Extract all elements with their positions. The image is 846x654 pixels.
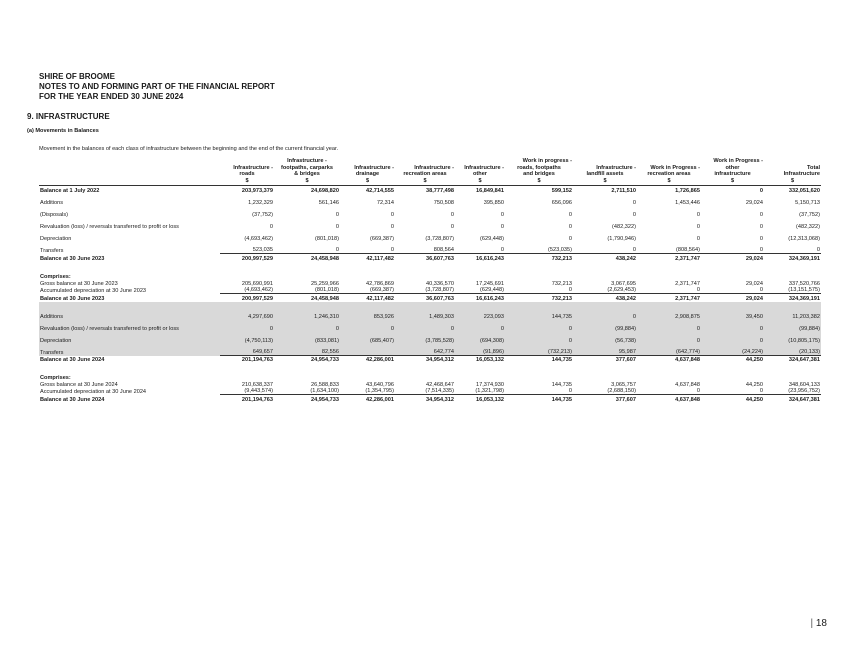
table-row bbox=[39, 344, 821, 356]
cell-value: 42,786,869 bbox=[366, 280, 394, 287]
row-label: Accumulated depreciation at 30 June 2024 bbox=[40, 388, 147, 395]
table-row bbox=[39, 254, 821, 262]
cell-value: (20,133) bbox=[764, 344, 821, 356]
cell-value: 395,850 bbox=[483, 199, 504, 206]
cell-value: 4,637,848 bbox=[675, 381, 700, 388]
cell-value: 38,777,498 bbox=[426, 187, 454, 194]
row-label: Transfers bbox=[39, 344, 220, 356]
cell-value: 0 bbox=[340, 320, 395, 332]
unit-label: $ bbox=[637, 178, 701, 186]
cell-value: (13,151,575) bbox=[764, 287, 821, 294]
cell-value: 0 bbox=[568, 235, 572, 242]
column-header-row-1 bbox=[39, 158, 821, 165]
table-row bbox=[39, 218, 821, 230]
cell-value: 0 bbox=[696, 211, 700, 218]
cell-value: 82,556 bbox=[274, 344, 340, 356]
cell-value: 24,954,733 bbox=[311, 356, 339, 363]
cell-value: 36,607,763 bbox=[426, 255, 454, 262]
cell-value: (629,448) bbox=[480, 235, 504, 242]
row-label: Accumulated depreciation at 30 June 2023 bbox=[40, 287, 147, 294]
col-header: & bridges bbox=[294, 171, 320, 178]
cell-value: (99,884) bbox=[764, 320, 821, 332]
row-label: Revaluation (loss) / reversals transferred to profit or loss bbox=[40, 223, 179, 230]
cell-value: 42,117,482 bbox=[366, 295, 394, 302]
col-header: Work in progress - bbox=[522, 158, 572, 164]
cell-value bbox=[573, 262, 637, 280]
cell-value: 0 bbox=[637, 287, 701, 294]
cell-value bbox=[505, 363, 573, 381]
row-label: Balance at 30 June 2023 bbox=[40, 255, 105, 262]
row-label: Balance at 30 June 2023 bbox=[40, 295, 105, 302]
col-header bbox=[764, 158, 821, 165]
cell-value: (9,443,574) bbox=[220, 388, 274, 395]
cell-value: (1,790,946) bbox=[607, 235, 636, 242]
col-header: Work in Progress - bbox=[713, 158, 763, 164]
unit-label: $ bbox=[395, 178, 455, 186]
subsection-title: (a) Movements in Balances bbox=[27, 128, 99, 134]
cell-value: (801,018) bbox=[315, 235, 339, 242]
col-header: roads, footpaths bbox=[517, 164, 561, 171]
cell-value: (694,308) bbox=[455, 332, 505, 344]
cell-value: (808,564) bbox=[637, 242, 701, 254]
cell-value: 377,607 bbox=[615, 396, 636, 403]
cell-value: 44,250 bbox=[745, 356, 763, 363]
cell-value: 438,242 bbox=[615, 295, 636, 302]
cell-value: 0 bbox=[568, 223, 572, 230]
row-label: Transfers bbox=[40, 247, 64, 254]
cell-value: (523,035) bbox=[505, 242, 573, 254]
cell-value: 16,053,132 bbox=[476, 396, 504, 403]
cell-value: 0 bbox=[390, 223, 394, 230]
col-header: Work in Progress - bbox=[650, 164, 700, 171]
col-header bbox=[573, 158, 637, 165]
cell-value: 1,489,303 bbox=[395, 302, 455, 320]
table-row bbox=[39, 302, 821, 320]
cell-value: 2,371,747 bbox=[675, 255, 700, 262]
table-row bbox=[39, 388, 821, 395]
cell-value: 4,637,848 bbox=[675, 396, 700, 403]
row-label: Additions bbox=[40, 199, 64, 206]
cell-value: 0 bbox=[500, 211, 504, 218]
column-header-row-3 bbox=[39, 171, 821, 178]
cell-value: 17,245,691 bbox=[476, 280, 504, 287]
unit-label: $ bbox=[274, 178, 340, 186]
cell-value: 0 bbox=[759, 223, 763, 230]
unit-label: $ bbox=[220, 178, 274, 186]
cell-value: 0 bbox=[764, 242, 821, 254]
cell-value: 377,607 bbox=[615, 356, 636, 363]
cell-value: 0 bbox=[505, 320, 573, 332]
unit-label: $ bbox=[701, 178, 764, 186]
cell-value: 26,588,833 bbox=[311, 381, 339, 388]
cell-value bbox=[455, 363, 505, 381]
col-header: Infrastructure - bbox=[596, 164, 636, 171]
cell-value: 0 bbox=[220, 320, 274, 332]
cell-value: 16,616,243 bbox=[476, 255, 504, 262]
col-header: Infrastructure - bbox=[233, 164, 273, 171]
cell-value: 4,637,848 bbox=[675, 356, 700, 363]
cell-value: (2,688,150) bbox=[573, 388, 637, 395]
cell-value: 0 bbox=[340, 242, 395, 254]
col-header: Infrastructure - bbox=[287, 158, 327, 164]
table-row bbox=[39, 332, 821, 344]
row-label: Additions bbox=[39, 302, 220, 320]
table-row bbox=[39, 356, 821, 363]
cell-value: 2,711,510 bbox=[611, 187, 636, 194]
cell-value: (482,322) bbox=[796, 223, 820, 230]
cell-value: 0 bbox=[335, 223, 339, 230]
cell-value: 1,453,446 bbox=[675, 199, 700, 206]
report-header-title: NOTES TO AND FORMING PART OF THE FINANCIAL REPORT bbox=[39, 82, 275, 91]
cell-value: 24,698,820 bbox=[311, 187, 339, 194]
cell-value: 0 bbox=[759, 235, 763, 242]
col-header: and bridges bbox=[523, 171, 555, 178]
col-header: Total bbox=[807, 164, 820, 171]
cell-value: 42,117,482 bbox=[366, 255, 394, 262]
cell-value: (3,728,807) bbox=[425, 235, 454, 242]
cell-value: (37,752) bbox=[252, 211, 273, 218]
col-header bbox=[455, 158, 505, 165]
cell-value: (4,750,113) bbox=[220, 332, 274, 344]
cell-value: 205,690,991 bbox=[241, 280, 273, 287]
cell-value: (99,884) bbox=[573, 320, 637, 332]
cell-value: 2,371,747 bbox=[675, 295, 700, 302]
cell-value: 201,194,763 bbox=[241, 356, 273, 363]
cell-value: (3,728,807) bbox=[395, 287, 455, 294]
cell-value: (629,448) bbox=[455, 287, 505, 294]
cell-value: 0 bbox=[637, 388, 701, 395]
cell-value: 144,735 bbox=[551, 396, 572, 403]
cell-value: 0 bbox=[701, 332, 764, 344]
cell-value: 0 bbox=[274, 242, 340, 254]
unit-label: $ bbox=[764, 178, 821, 186]
row-label: Comprises: bbox=[40, 273, 71, 280]
unit-label: $ bbox=[505, 178, 573, 186]
cell-value: 44,250 bbox=[745, 381, 763, 388]
cell-value: 29,024 bbox=[745, 199, 763, 206]
cell-value: 1,726,865 bbox=[675, 187, 700, 194]
col-header bbox=[395, 158, 455, 165]
col-header: infrastructure bbox=[714, 171, 751, 178]
row-label: Balance at 30 June 2024 bbox=[40, 396, 105, 403]
col-header: Infrastructure bbox=[783, 171, 820, 178]
cell-value: 210,638,337 bbox=[241, 381, 273, 388]
cell-value: (1,634,100) bbox=[274, 388, 340, 395]
cell-value: (56,738) bbox=[573, 332, 637, 344]
cell-value: 2,371,747 bbox=[675, 280, 700, 287]
row-label: Revaluation (loss) / reversals transferred to profit or loss bbox=[39, 320, 220, 332]
column-header-row-2 bbox=[39, 165, 821, 172]
row-label: Depreciation bbox=[40, 235, 72, 242]
table-row bbox=[39, 206, 821, 218]
row-label: (Disposals) bbox=[40, 211, 68, 218]
units-row bbox=[39, 178, 821, 186]
cell-value: 324,647,381 bbox=[788, 396, 820, 403]
col-header bbox=[220, 158, 274, 165]
report-header-period: FOR THE YEAR ENDED 30 JUNE 2024 bbox=[39, 92, 184, 101]
cell-value bbox=[274, 363, 340, 381]
cell-value: (23,956,752) bbox=[764, 388, 821, 395]
col-header: landfill assets bbox=[586, 171, 624, 178]
cell-value: (732,213) bbox=[505, 344, 573, 356]
cell-value: 3,067,695 bbox=[611, 280, 636, 287]
table-row bbox=[39, 294, 821, 302]
cell-value: 42,286,001 bbox=[366, 356, 394, 363]
table-row bbox=[39, 230, 821, 242]
cell-value: (669,387) bbox=[340, 287, 395, 294]
cell-value: 0 bbox=[701, 320, 764, 332]
cell-value: 42,286,001 bbox=[366, 396, 394, 403]
cell-value: 42,714,555 bbox=[366, 187, 394, 194]
row-label: Balance at 1 July 2022 bbox=[40, 187, 100, 194]
cell-value: 1,232,329 bbox=[248, 199, 273, 206]
cell-value: (833,081) bbox=[274, 332, 340, 344]
cell-value: 348,604,133 bbox=[788, 381, 820, 388]
cell-value: 34,954,312 bbox=[426, 356, 454, 363]
cell-value: 36,607,763 bbox=[426, 295, 454, 302]
cell-value: 0 bbox=[696, 235, 700, 242]
cell-value: 24,458,948 bbox=[311, 255, 339, 262]
cell-value: (24,224) bbox=[701, 344, 764, 356]
cell-value: 0 bbox=[335, 211, 339, 218]
cell-value: 4,297,690 bbox=[220, 302, 274, 320]
cell-value: 0 bbox=[701, 388, 764, 395]
cell-value: 43,640,796 bbox=[366, 381, 394, 388]
cell-value: 42,468,647 bbox=[426, 381, 454, 388]
cell-value: (2,629,453) bbox=[573, 287, 637, 294]
cell-value: 0 bbox=[505, 287, 573, 294]
cell-value bbox=[455, 262, 505, 280]
unit-label: $ bbox=[455, 178, 505, 186]
cell-value: 3,065,757 bbox=[611, 381, 636, 388]
cell-value bbox=[637, 262, 701, 280]
cell-value: 337,520,766 bbox=[788, 280, 820, 287]
cell-value: (10,805,175) bbox=[764, 332, 821, 344]
col-header: roads bbox=[239, 171, 255, 178]
cell-value: (91,896) bbox=[455, 344, 505, 356]
cell-value: 642,774 bbox=[395, 344, 455, 356]
cell-value: 332,051,620 bbox=[788, 187, 820, 194]
cell-value: 16,849,841 bbox=[476, 187, 504, 194]
cell-value: 324,369,191 bbox=[788, 295, 820, 302]
cell-value: 0 bbox=[450, 211, 454, 218]
cell-value: 0 bbox=[505, 332, 573, 344]
cell-value bbox=[764, 363, 821, 381]
col-header bbox=[637, 158, 701, 165]
table-row bbox=[39, 194, 821, 206]
page-number-value: 18 bbox=[815, 618, 827, 629]
cell-value bbox=[764, 262, 821, 280]
cell-value: (482,322) bbox=[612, 223, 636, 230]
cell-value bbox=[220, 363, 274, 381]
cell-value: 29,024 bbox=[745, 255, 763, 262]
col-header: other bbox=[725, 164, 740, 171]
col-header: recreation areas bbox=[403, 171, 447, 178]
cell-value: 656,096 bbox=[551, 199, 572, 206]
cell-value: 599,152 bbox=[551, 187, 572, 194]
cell-value: 732,213 bbox=[551, 255, 572, 262]
cell-value: 223,093 bbox=[455, 302, 505, 320]
cell-value: 0 bbox=[505, 388, 573, 395]
cell-value: 17,374,930 bbox=[476, 381, 504, 388]
cell-value: 144,735 bbox=[551, 381, 572, 388]
cell-value bbox=[340, 344, 395, 356]
row-label: Gross balance at 30 June 2023 bbox=[40, 280, 118, 287]
unit-label: $ bbox=[340, 178, 395, 186]
table-row bbox=[39, 363, 821, 381]
cell-value: 95,987 bbox=[573, 344, 637, 356]
cell-value: 29,024 bbox=[745, 280, 763, 287]
cell-value: 16,053,132 bbox=[476, 356, 504, 363]
cell-value bbox=[395, 363, 455, 381]
cell-value: (37,752) bbox=[799, 211, 820, 218]
cell-value: 0 bbox=[455, 242, 505, 254]
cell-value: (1,321,798) bbox=[455, 388, 505, 395]
cell-value: (642,774) bbox=[637, 344, 701, 356]
cell-value: 24,954,733 bbox=[311, 396, 339, 403]
cell-value: 0 bbox=[701, 287, 764, 294]
cell-value bbox=[340, 262, 395, 280]
cell-value: (4,693,462) bbox=[220, 287, 274, 294]
intro-text: Movement in the balances of each class of infrastructure between the beginning and the end of the current financial year. bbox=[39, 146, 339, 152]
cell-value: 0 bbox=[759, 211, 763, 218]
cell-value: 203,973,379 bbox=[241, 187, 273, 194]
cell-value: 438,242 bbox=[615, 255, 636, 262]
cell-value: 34,954,312 bbox=[426, 396, 454, 403]
cell-value: 200,997,529 bbox=[241, 295, 273, 302]
cell-value: 144,735 bbox=[551, 356, 572, 363]
cell-value: 0 bbox=[637, 332, 701, 344]
cell-value: 44,250 bbox=[745, 396, 763, 403]
cell-value: 2,908,875 bbox=[637, 302, 701, 320]
cell-value: 0 bbox=[637, 320, 701, 332]
col-header: drainage bbox=[355, 171, 380, 178]
row-label: Comprises: bbox=[40, 374, 71, 381]
col-header: recreation areas bbox=[647, 171, 691, 178]
cell-value: 39,450 bbox=[701, 302, 764, 320]
cell-value: (1,354,795) bbox=[340, 388, 395, 395]
col-header: Infrastructure - bbox=[414, 164, 454, 171]
cell-value: 0 bbox=[568, 211, 572, 218]
cell-value: 0 bbox=[269, 223, 273, 230]
cell-value: 561,146 bbox=[318, 199, 339, 206]
table-row bbox=[39, 262, 821, 280]
row-label: Balance at 30 June 2024 bbox=[40, 356, 105, 363]
cell-value: (12,313,068) bbox=[788, 235, 820, 242]
cell-value: 523,035 bbox=[220, 242, 274, 254]
cell-value bbox=[701, 363, 764, 381]
cell-value bbox=[637, 363, 701, 381]
table-row bbox=[39, 395, 821, 403]
table-row bbox=[39, 242, 821, 254]
cell-value: 144,735 bbox=[505, 302, 573, 320]
cell-value: 5,150,713 bbox=[795, 199, 820, 206]
cell-value: (801,018) bbox=[274, 287, 340, 294]
table-row bbox=[39, 185, 821, 194]
infrastructure-movements-table bbox=[39, 158, 821, 403]
cell-value: 40,336,570 bbox=[426, 280, 454, 287]
cell-value: (669,387) bbox=[370, 235, 394, 242]
col-header: Infrastructure - bbox=[354, 164, 394, 171]
cell-value: 0 bbox=[395, 320, 455, 332]
col-header: Infrastructure - bbox=[464, 164, 504, 171]
cell-value: 0 bbox=[390, 211, 394, 218]
cell-value bbox=[220, 262, 274, 280]
table-row bbox=[39, 381, 821, 388]
col-header: other bbox=[473, 171, 487, 178]
cell-value bbox=[274, 262, 340, 280]
col-header bbox=[340, 158, 395, 165]
table-row bbox=[39, 280, 821, 287]
report-header-org: SHIRE OF BROOME bbox=[39, 72, 116, 81]
cell-value: 649,657 bbox=[220, 344, 274, 356]
cell-value: 0 bbox=[274, 320, 340, 332]
cell-value: 732,213 bbox=[551, 295, 572, 302]
cell-value: 25,259,966 bbox=[311, 280, 339, 287]
cell-value: 0 bbox=[573, 302, 637, 320]
table-row bbox=[39, 320, 821, 332]
row-label: Gross balance at 30 June 2024 bbox=[40, 381, 118, 388]
cell-value: 853,926 bbox=[340, 302, 395, 320]
cell-value: (685,407) bbox=[340, 332, 395, 344]
cell-value bbox=[340, 363, 395, 381]
table-row bbox=[39, 287, 821, 294]
cell-value: (7,514,335) bbox=[395, 388, 455, 395]
cell-value: 29,024 bbox=[745, 295, 763, 302]
row-label: Depreciation bbox=[39, 332, 220, 344]
cell-value: 732,213 bbox=[551, 280, 572, 287]
cell-value bbox=[573, 363, 637, 381]
cell-value: 808,564 bbox=[395, 242, 455, 254]
cell-value: (3,785,528) bbox=[395, 332, 455, 344]
cell-value: 1,246,310 bbox=[274, 302, 340, 320]
cell-value: (4,693,462) bbox=[244, 235, 273, 242]
cell-value: 200,997,529 bbox=[241, 255, 273, 262]
cell-value: 750,508 bbox=[433, 199, 454, 206]
cell-value: 0 bbox=[500, 223, 504, 230]
col-header: footpaths, carparks bbox=[281, 164, 333, 171]
page-number: | 18 bbox=[810, 618, 827, 629]
cell-value bbox=[505, 262, 573, 280]
cell-value: 0 bbox=[455, 320, 505, 332]
cell-value bbox=[701, 262, 764, 280]
cell-value bbox=[395, 262, 455, 280]
cell-value: 11,203,382 bbox=[764, 302, 821, 320]
cell-value: 0 bbox=[759, 187, 763, 194]
cell-value: 324,369,191 bbox=[788, 255, 820, 262]
cell-value: 201,194,763 bbox=[241, 396, 273, 403]
unit-label: $ bbox=[573, 178, 637, 186]
cell-value: 24,458,948 bbox=[311, 295, 339, 302]
cell-value: 0 bbox=[450, 223, 454, 230]
cell-value: 0 bbox=[632, 211, 636, 218]
cell-value: 0 bbox=[701, 242, 764, 254]
cell-value: 0 bbox=[632, 199, 636, 206]
cell-value: 72,314 bbox=[376, 199, 394, 206]
cell-value: 16,616,243 bbox=[476, 295, 504, 302]
cell-value: 0 bbox=[696, 223, 700, 230]
cell-value: 0 bbox=[573, 242, 637, 254]
cell-value: 324,647,381 bbox=[788, 356, 820, 363]
section-title: 9. INFRASTRUCTURE bbox=[27, 112, 110, 121]
